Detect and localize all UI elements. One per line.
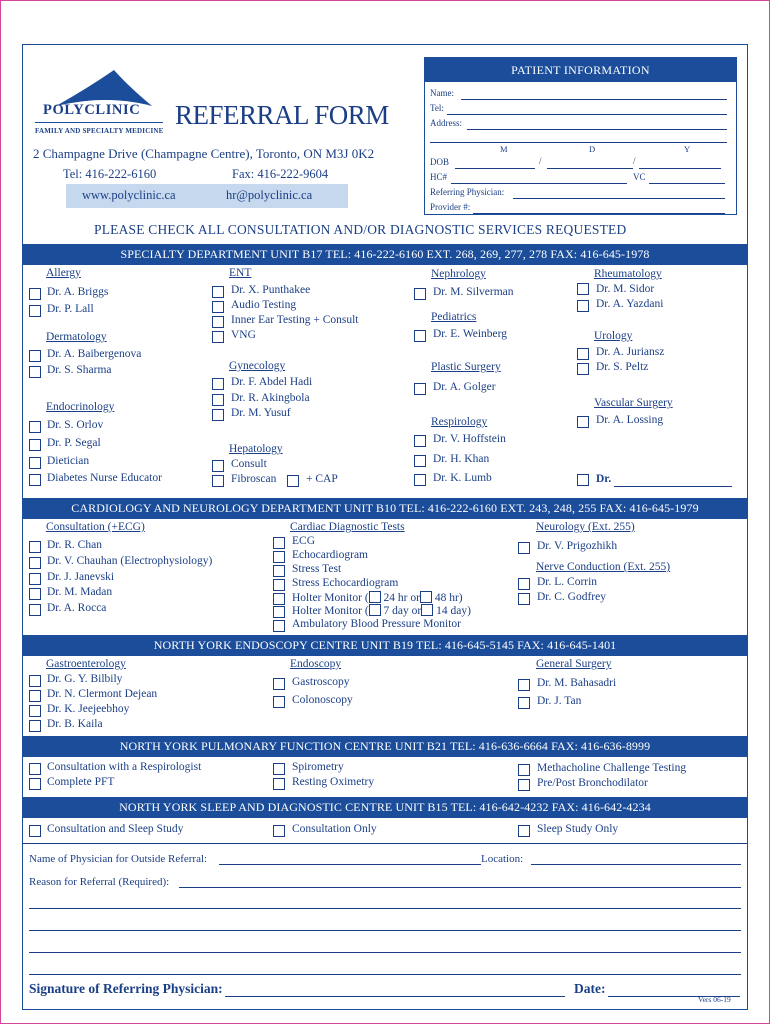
checkbox-punthakee[interactable] [212,286,224,298]
checkbox-baibergenova[interactable] [29,350,41,362]
checkbox-colonoscopy[interactable] [273,696,285,708]
holter-short-label: Holter Monitor ( [292,592,369,604]
checkbox-jeejeebhoy[interactable] [29,705,41,717]
item-yusuf: Dr. M. Yusuf [231,407,291,419]
address-label: Address: [430,118,462,128]
checkbox-kaila[interactable] [29,720,41,732]
checkbox-juriansz[interactable] [577,348,589,360]
holter-24hr-label: 24 hr or [383,592,420,604]
checkbox-madan[interactable] [29,588,41,600]
item-prigozhikh: Dr. V. Prigozhikh [537,540,618,552]
checkbox-corrin[interactable] [518,578,530,590]
item-vng: VNG [231,329,256,341]
item-janevski: Dr. J. Janevski [47,571,115,583]
email-link[interactable]: hr@polyclinic.ca [226,188,313,202]
item-tan: Dr. J. Tan [537,695,582,707]
checkbox-consultation-sleep-study[interactable] [29,825,41,837]
item-hoffstein: Dr. V. Hoffstein [433,433,506,445]
location-field[interactable] [531,864,741,865]
checkbox-chan[interactable] [29,541,41,553]
checkbox-briggs[interactable] [29,288,41,300]
nephrology-heading: Nephrology [431,268,486,280]
nerve-conduction-heading: Nerve Conduction (Ext. 255) [536,561,671,573]
item-holter-long [292,604,471,617]
rheumatology-heading: Rheumatology [594,268,662,280]
checkbox-respirologist-consult[interactable] [29,763,41,775]
address-field-2[interactable] [430,142,727,143]
allergy-heading: Allergy [46,267,81,279]
respirology-heading: Respirology [431,416,488,428]
outside-physician-label: Name of Physician for Outside Referral: [29,853,208,865]
dob-slash-1: / [539,156,542,166]
item-corrin: Dr. L. Corrin [537,576,598,588]
item-khan: Dr. H. Khan [433,453,490,465]
pediatrics-heading: Pediatrics [431,311,477,323]
item-juriansz: Dr. A. Juriansz [596,346,665,358]
checkbox-cap[interactable] [287,475,299,487]
plastic-surgery-heading: Plastic Surgery [431,361,501,373]
pulmonary-band: NORTH YORK PULMONARY FUNCTION CENTRE UNIT B21 TEL: 416-636-6664 FAX: 416-636-8999 [23,736,747,757]
day-label: D [589,144,596,154]
item-sharma: Dr. S. Sharma [47,364,112,376]
item-weinberg: Dr. E. Weinberg [433,328,508,340]
checkbox-weinberg[interactable] [414,330,426,342]
checkbox-lumb[interactable] [414,474,426,486]
checkbox-clermont-dejean[interactable] [29,690,41,702]
checkbox-yazdani[interactable] [577,300,589,312]
item-stress-test: Stress Test [292,563,342,575]
checkbox-abdel-hadi[interactable] [212,378,224,390]
form-title: REFERRAL FORM [175,100,389,130]
checkbox-24hr[interactable] [369,591,381,603]
section-divider [23,843,747,844]
item-golger: Dr. A. Golger [433,381,496,393]
item-madan: Dr. M. Madan [47,586,113,598]
signature-field[interactable] [225,996,565,997]
item-bronchodilator: Pre/Post Bronchodilator [537,777,648,789]
name-field[interactable] [461,99,727,100]
checkbox-lall[interactable] [29,305,41,317]
item-respirologist-consult: Consultation with a Respirologist [47,761,202,773]
checkbox-holter-short[interactable] [273,593,285,605]
name-label: Name: [430,88,454,98]
other-dr-label: Dr. [596,473,612,485]
vascular-surgery-heading: Vascular Surgery [594,397,673,409]
checkbox-48hr[interactable] [420,591,432,603]
general-surgery-heading: General Surgery [536,658,612,670]
endoscopy-band: NORTH YORK ENDOSCOPY CENTRE UNIT B19 TEL: 416-645-5145 FAX: 416-645-1401 [23,635,747,656]
item-methacholine: Methacholine Challenge Testing [537,762,687,774]
dob-year-field[interactable] [639,168,721,169]
item-audio-testing: Audio Testing [231,299,297,311]
tel-label: Tel: [430,103,444,113]
dob-day-field[interactable] [547,168,633,169]
logo-divider [35,122,163,123]
consultation-ecg-heading: Consultation (+ECG) [46,521,145,533]
cardiology-band: CARDIOLOGY AND NEUROLOGY DEPARTMENT UNIT B10 TEL: 416-222-6160 EXT. 243, 248, 255 FAX: 416-645-1979 [23,498,747,519]
patient-info-heading: PATIENT INFORMATION [425,58,736,82]
checkbox-yusuf[interactable] [212,409,224,421]
version-label: Vers 06-19 [698,995,731,1004]
clinic-address: 2 Champagne Drive (Champagne Centre), Toronto, ON M3J 0K2 [33,146,375,161]
other-dr-field[interactable] [614,486,732,487]
checkbox-akingbola[interactable] [212,394,224,406]
checkbox-spirometry[interactable] [273,763,285,775]
item-akingbola: Dr. R. Akingbola [231,392,310,404]
hepatology-heading: Hepatology [229,443,283,455]
item-ambulatory-bp: Ambulatory Blood Pressure Monitor [292,618,461,630]
checkbox-janevski[interactable] [29,573,41,585]
dob-month-field[interactable] [455,168,535,169]
item-jeejeebhoy: Dr. K. Jeejeebhoy [47,703,130,715]
item-inner-ear: Inner Ear Testing + Consult [231,314,359,326]
checkbox-complete-pft[interactable] [29,778,41,790]
item-complete-pft: Complete PFT [47,776,115,788]
date-label: Date: [574,981,606,996]
item-bahasadri: Dr. M. Bahasadri [537,677,617,689]
reason-line-3[interactable] [29,930,741,931]
item-sidor: Dr. M. Sidor [596,283,655,295]
vc-label: VC [633,172,646,182]
gastroenterology-heading: Gastroenterology [46,658,126,670]
item-spirometry: Spirometry [292,761,344,773]
item-briggs: Dr. A. Briggs [47,286,109,298]
checkbox-hoffstein[interactable] [414,435,426,447]
address-field[interactable] [467,129,727,130]
item-clermont-dejean: Dr. N. Clermont Dejean [47,688,158,700]
item-dietician: Dietician [47,455,90,467]
endocrinology-heading: Endocrinology [46,401,115,413]
item-segal: Dr. P. Segal [47,437,101,449]
reason-line-2[interactable] [29,908,741,909]
item-godfrey: Dr. C. Godfrey [537,591,606,603]
item-holter-short [292,591,463,604]
item-ecg: ECG [292,535,315,547]
checkbox-silverman[interactable] [414,288,426,300]
outside-physician-field[interactable] [219,864,481,865]
checkbox-dietician[interactable] [29,457,41,469]
item-silverman: Dr. M. Silverman [433,286,514,298]
instructions-heading: PLEASE CHECK ALL CONSULTATION AND/OR DIAGNOSTIC SERVICES REQUESTED [94,222,627,237]
sleep-band: NORTH YORK SLEEP AND DIAGNOSTIC CENTRE UNIT B15 TEL: 416-642-4232 FAX: 416-642-4234 [23,797,747,818]
checkbox-lossing[interactable] [577,416,589,428]
item-consultation-sleep-study: Consultation and Sleep Study [47,823,184,835]
item-lumb: Dr. K. Lumb [433,472,492,484]
checkbox-golger[interactable] [414,383,426,395]
item-chan: Dr. R. Chan [47,539,102,551]
reason-line-5[interactable] [29,974,741,975]
item-baibergenova: Dr. A. Baibergenova [47,348,142,360]
checkbox-inner-ear[interactable] [212,316,224,328]
checkbox-gastroscopy[interactable] [273,678,285,690]
dob-label: DOB [430,157,450,167]
holter-7day-label: 7 day or [383,605,422,617]
item-colonoscopy: Colonoscopy [292,694,353,706]
item-diabetes-nurse: Diabetes Nurse Educator [47,472,162,484]
clinic-tel: Tel: 416-222-6160 [63,167,157,181]
item-chauhan: Dr. V. Chauhan (Electrophysiology) [47,555,213,567]
item-consultation-only: Consultation Only [292,823,377,835]
item-yazdani: Dr. A. Yazdani [596,298,664,310]
checkbox-prigozhikh[interactable] [518,542,530,554]
year-label: Y [684,144,691,154]
provider-label: Provider #: [430,202,471,212]
month-label: M [500,144,508,154]
checkbox-godfrey[interactable] [518,593,530,605]
item-punthakee: Dr. X. Punthakee [231,284,311,296]
endoscopy-heading: Endoscopy [290,658,342,670]
patient-info-box [424,57,737,215]
logo-subtitle: FAMILY AND SPECIALTY MEDICINE [35,127,164,135]
holter-long-label: Holter Monitor ( [292,605,369,617]
specialty-band: SPECIALTY DEPARTMENT UNIT B17 TEL: 416-222-6160 EXT. 268, 269, 277, 278 FAX: 416-645-1978 [23,244,747,265]
ent-heading: ENT [229,267,252,279]
reason-line-4[interactable] [29,952,741,953]
item-rocca: Dr. A. Rocca [47,602,107,614]
checkbox-segal[interactable] [29,439,41,451]
checkbox-14day[interactable] [421,604,433,616]
checkbox-consult[interactable] [212,460,224,472]
urology-heading: Urology [594,330,633,342]
checkbox-stress-test[interactable] [273,565,285,577]
neurology-heading: Neurology (Ext. 255) [536,521,635,533]
hc-label: HC# [430,172,448,182]
location-label: Location: [481,853,524,865]
logo-name: POLYCLINIC [43,102,141,118]
checkbox-methacholine[interactable] [518,764,530,776]
checkbox-sleep-study-only[interactable] [518,825,530,837]
item-consult: Consult [231,458,267,470]
vc-field[interactable] [649,183,725,184]
checkbox-orlov[interactable] [29,421,41,433]
checkbox-sharma[interactable] [29,366,41,378]
reason-label: Reason for Referral (Required): [29,876,170,888]
item-orlov: Dr. S. Orlov [47,419,104,431]
item-lossing: Dr. A. Lossing [596,414,664,426]
checkbox-diabetes-nurse[interactable] [29,474,41,486]
checkbox-other-dr[interactable] [577,474,589,486]
checkbox-peltz[interactable] [577,363,589,375]
dermatology-heading: Dermatology [46,331,107,343]
checkbox-rocca[interactable] [29,604,41,616]
item-gastroscopy: Gastroscopy [292,676,350,688]
checkbox-sidor[interactable] [577,283,589,295]
checkbox-tan[interactable] [518,697,530,709]
checkbox-stress-echo[interactable] [273,579,285,591]
referring-physician-label: Referring Physician: [430,187,505,197]
item-resting-oximetry: Resting Oximetry [292,776,375,788]
holter-14day-label: 14 day) [436,605,471,617]
item-bilbily: Dr. G. Y. Bilbily [47,673,123,685]
checkbox-chauhan[interactable] [29,557,41,569]
checkbox-ecg[interactable] [273,537,285,549]
checkbox-bronchodilator[interactable] [518,779,530,791]
item-cap: + CAP [306,473,338,485]
checkbox-audio-testing[interactable] [212,301,224,313]
reason-field[interactable] [179,887,741,888]
checkbox-bilbily[interactable] [29,675,41,687]
checkbox-khan[interactable] [414,455,426,467]
item-stress-echo: Stress Echocardiogram [292,577,399,589]
checkbox-consultation-only[interactable] [273,825,285,837]
checkbox-holter-long[interactable] [273,606,285,618]
clinic-fax: Fax: 416-222-9604 [232,167,329,181]
item-abdel-hadi: Dr. F. Abdel Hadi [231,376,313,388]
signature-label: Signature of Referring Physician: [29,981,223,996]
item-kaila: Dr. B. Kaila [47,718,103,730]
item-fibroscan: Fibroscan [231,473,277,485]
hc-field[interactable] [451,183,627,184]
item-sleep-study-only: Sleep Study Only [537,823,619,835]
checkbox-7day[interactable] [369,604,381,616]
checkbox-resting-oximetry[interactable] [273,778,285,790]
provider-field[interactable] [473,213,725,214]
checkbox-fibroscan[interactable] [212,475,224,487]
checkbox-bahasadri[interactable] [518,679,530,691]
checkbox-echocardiogram[interactable] [273,551,285,563]
item-echocardiogram: Echocardiogram [292,549,368,561]
checkbox-ambulatory-bp[interactable] [273,620,285,632]
cardiac-tests-heading: Cardiac Diagnostic Tests [290,521,405,533]
referring-physician-field[interactable] [513,198,725,199]
item-lall: Dr. P. Lall [47,303,94,315]
checkbox-vng[interactable] [212,331,224,343]
tel-field[interactable] [447,114,727,115]
dob-slash-2: / [633,156,636,166]
gynecology-heading: Gynecology [229,360,286,372]
website-link[interactable]: www.polyclinic.ca [82,188,176,202]
item-peltz: Dr. S. Peltz [596,361,649,373]
holter-48hr-label: 48 hr) [434,592,463,604]
